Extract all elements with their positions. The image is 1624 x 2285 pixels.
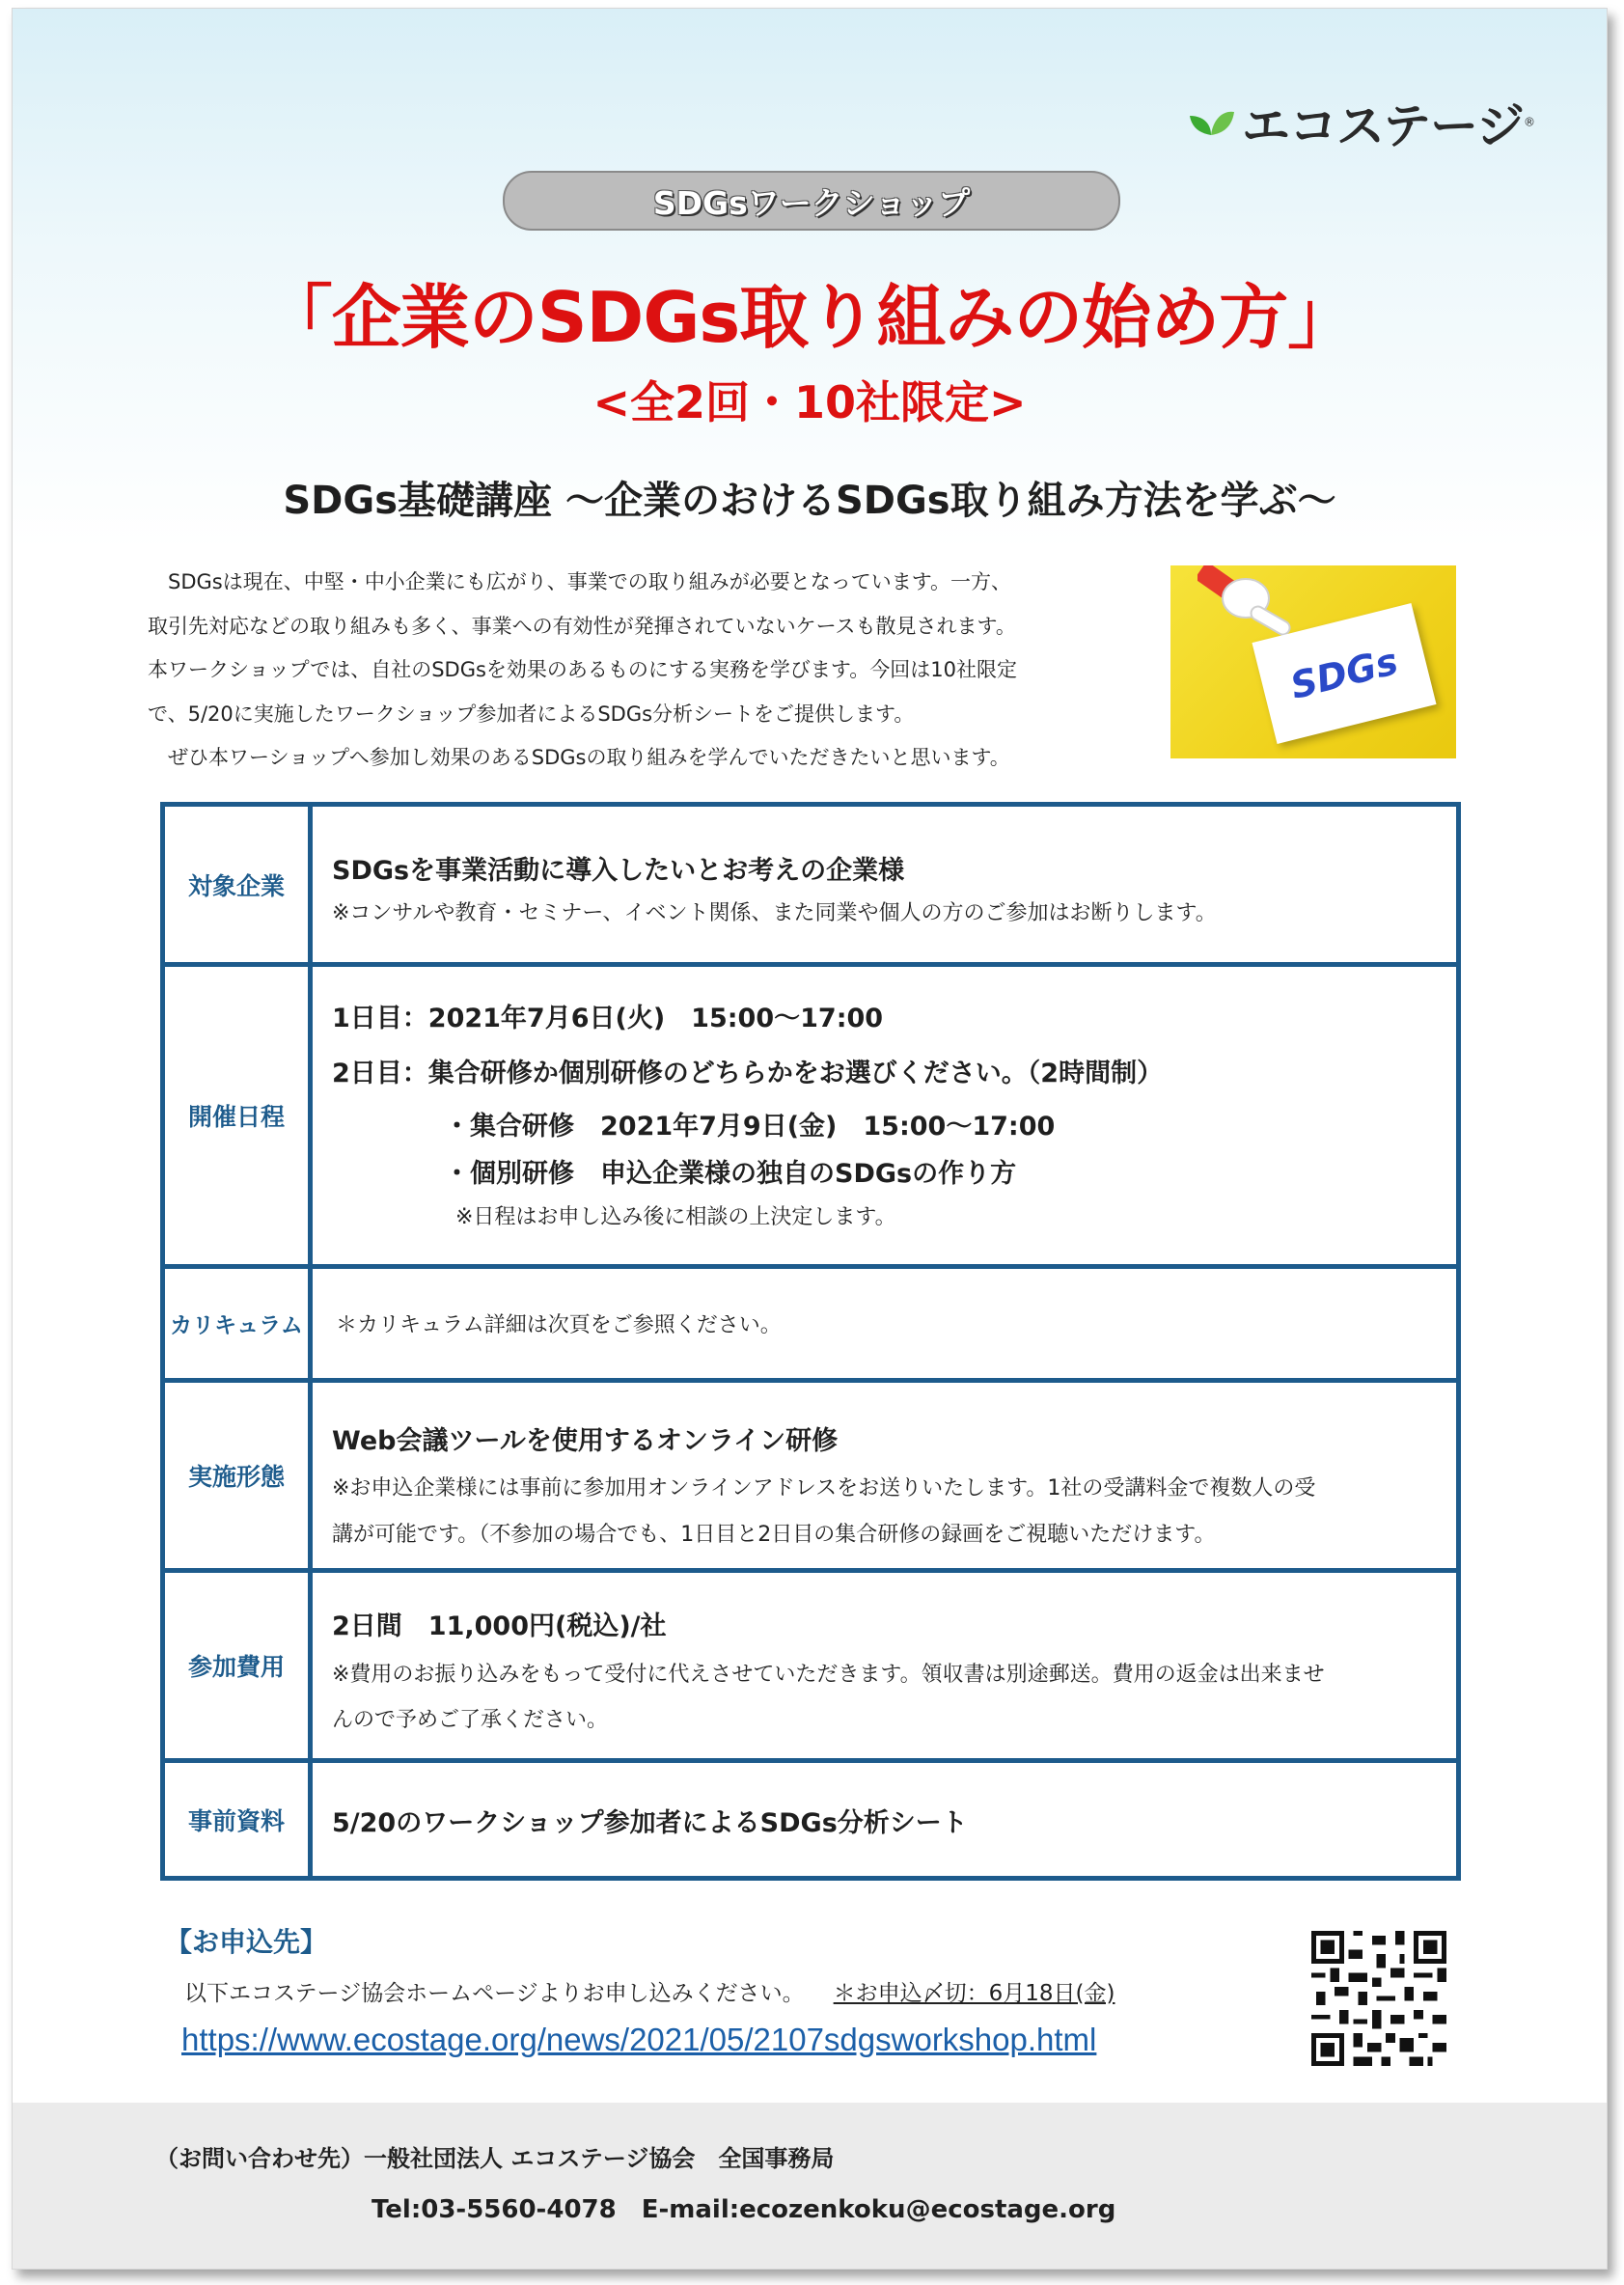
sdgs-photo <box>1170 565 1456 758</box>
flyer-page <box>12 8 1608 2270</box>
sdgs-card: SDGs <box>1252 603 1436 744</box>
row-label: 開催日程 <box>165 967 313 1264</box>
logo-text: エコステージ® <box>1242 98 1534 154</box>
info-table <box>160 802 1461 1881</box>
curriculum-text: ＊カリキュラム詳細は次頁をご参照ください。 <box>336 1313 782 1337</box>
apply-instructions <box>184 1975 1115 2007</box>
row-label: 参加費用 <box>165 1573 313 1758</box>
schedule-day2: 2日目：集合研修か個別研修のどちらかをお選びください。（2時間制） <box>332 1059 1164 1088</box>
qr-code-icon <box>1311 1931 1446 2066</box>
main-title: 「企業のSDGs取り組みの始め方」 <box>262 277 1357 358</box>
contact-tel-email: Tel:03-5560-4078 E-mail:ecozenkoku@ecostage.org <box>372 2195 1116 2224</box>
schedule-option-group: ・集合研修 2021年7月9日(金) 15:00～17:00 <box>444 1112 1056 1142</box>
subtitle: <全2回・10社限定> <box>592 376 1027 428</box>
row-label: 実施形態 <box>165 1383 313 1568</box>
target-note: ※コンサルや教育・セミナー、イベント関係、また同業や個人の方のご参加はお断りします。 <box>332 901 1217 925</box>
application-link[interactable]: https://www.ecostage.org/news/2021/05/2107sdgsworkshop.html <box>181 2022 1097 2057</box>
table-row-fee <box>165 1568 1456 1758</box>
leaf-icon <box>1188 106 1236 139</box>
format-main: Web会議ツールを使用するオンライン研修 <box>332 1426 839 1456</box>
row-label: カリキュラム <box>165 1269 313 1378</box>
workshop-badge: SDGsワークショップ <box>503 171 1120 231</box>
target-main: SDGsを事業活動に導入したいとお考えの企業様 <box>332 856 905 886</box>
format-note-line: 講が可能です。（不参加の場合でも、1日目と2日目の集合研修の録画をご視聴いただけます。 <box>332 1523 1216 1547</box>
row-label: 事前資料 <box>165 1763 313 1876</box>
intro-line: 取引先対応などの取り組みも多く、事業への有効性が発揮されていないケースも散見されます。 <box>148 614 1016 638</box>
materials-main: 5/20のワークショップ参加者によるSDGs分析シート <box>332 1808 968 1838</box>
contact-footer <box>13 2103 1607 2269</box>
intro-line: で、5/20に実施したワークショップ参加者によるSDGs分析シートをご提供します。 <box>148 702 915 726</box>
table-row-target <box>165 807 1456 962</box>
apply-deadline: ＊お申込〆切：6月18日(金) <box>833 1981 1115 2006</box>
table-row-materials <box>165 1758 1456 1876</box>
fee-note-line: ※費用のお振り込みをもって受付に代えさせていただきます。領収書は別途郵送。費用の返金は出来ませ <box>332 1663 1325 1687</box>
intro-line: ぜひ本ワーショップへ参加し効果のあるSDGsの取り組みを学んでいただきたいと思います。 <box>148 746 1010 769</box>
table-row-schedule <box>165 962 1456 1264</box>
intro-paragraph <box>148 561 1151 781</box>
fee-main: 2日間 11,000円(税込)/社 <box>332 1611 667 1641</box>
table-row-curriculum <box>165 1264 1456 1378</box>
apply-heading: 【お申込先】 <box>165 1926 328 1958</box>
schedule-option-individual: ・個別研修 申込企業様の独自のSDGsの作り方 <box>444 1159 1017 1189</box>
intro-line: 本ワークショップでは、自社のSDGsを効果のあるものにする実務を学びます。今回は10社限定 <box>148 658 1017 681</box>
ecostage-logo <box>1188 88 1534 157</box>
course-heading: SDGs基礎講座 ～企業のおけるSDGs取り組み方法を学ぶ～ <box>283 479 1336 523</box>
table-row-format <box>165 1378 1456 1568</box>
apply-text: 以下エコステージ協会ホームページよりお申し込みください。 <box>184 1981 805 2006</box>
format-note-line: ※お申込企業様には事前に参加用オンラインアドレスをお送りいたします。1社の受講料金で複数人の受 <box>332 1476 1316 1500</box>
schedule-note: ※日程はお申し込み後に相談の上決定します。 <box>455 1205 896 1229</box>
row-label: 対象企業 <box>165 807 313 962</box>
fee-note-line: んので予めご了承ください。 <box>332 1708 609 1732</box>
intro-line: SDGsは現在、中堅・中小企業にも広がり、事業での取り組みが必要となっています。一方、 <box>148 570 1012 593</box>
schedule-day1: 1日目：2021年7月6日(火) 15:00～17:00 <box>332 1004 884 1033</box>
contact-organization: （お問い合わせ先）一般社団法人 エコステージ協会 全国事務局 <box>155 2145 835 2172</box>
